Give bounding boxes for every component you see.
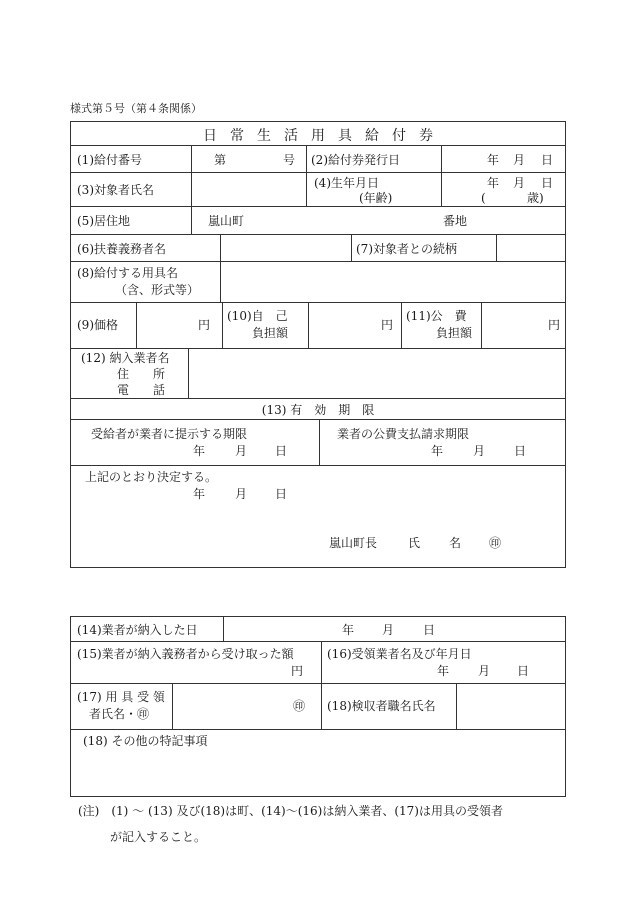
label-delivery-date: (14)業者が納入した日 (77, 623, 198, 637)
decision-day-unit: 日 (275, 487, 288, 501)
present-day-unit: 日 (275, 444, 288, 458)
receive-month-unit: 月 (478, 664, 491, 678)
mayor-seal-mark: ㊞ (489, 536, 502, 550)
label-price: (9)価格 (77, 318, 118, 332)
label-residence: (5)居住地 (77, 214, 130, 228)
label-issue-date: (2)給付券発行日 (311, 153, 400, 167)
delivery-day-unit: 日 (423, 623, 436, 637)
row-guardian (71, 235, 565, 262)
present-year-unit: 年 (193, 444, 206, 458)
row-received-amount (71, 642, 565, 684)
title-row (71, 122, 565, 146)
label-receiving-supplier: (16)受領業者名及び年月日 (327, 647, 472, 661)
label-voucher-number: (1)給付番号 (77, 153, 142, 167)
row-price (71, 303, 565, 349)
issue-day-unit: 日 (541, 153, 554, 167)
form-number: 様式第５号（第４条関係） (70, 102, 202, 115)
age-paren-open: ( (481, 191, 486, 205)
label-equipment-name: (8)給付する用具名 (77, 266, 178, 280)
footnote-line-1: (注) (1) 〜 (13) 及び(18)は町、(14)〜(16)は納入業者、(17)は用具の受領者 (78, 804, 503, 818)
row-recipient-signature (71, 684, 565, 730)
town-name: 嵐山町 (208, 214, 245, 228)
receive-year-unit: 年 (437, 664, 450, 678)
label-self-pay-sub: 負担額 (252, 326, 289, 340)
label-target-name: (3)対象者氏名 (77, 183, 154, 197)
label-supplier-phone: 電 話 (117, 383, 166, 397)
row-delivery-date (71, 617, 565, 642)
decision-month-unit: 月 (235, 487, 248, 501)
claim-month-unit: 月 (473, 444, 486, 458)
row-voucher-number (71, 146, 565, 173)
label-inspector: (18)検収者職名氏名 (327, 699, 436, 713)
public-pay-yen-unit: 円 (548, 318, 561, 332)
label-birth-date: (4)生年月日 (314, 176, 379, 190)
label-supplier-address: 住 所 (117, 367, 166, 381)
mayor-title: 嵐山町長 (329, 536, 378, 550)
decision-year-unit: 年 (193, 487, 206, 501)
issue-year-unit: 年 (487, 153, 500, 167)
label-received-amount: (15)業者が納入義務者から受け取った額 (77, 647, 294, 661)
price-yen-unit: 円 (198, 318, 211, 332)
birth-month-unit: 月 (513, 176, 526, 190)
row-equipment (71, 262, 565, 303)
name-mei: 名 (449, 536, 462, 550)
label-equipment-sub: （含、形式等） (115, 283, 200, 297)
label-relationship: (7)対象者との続柄 (356, 242, 457, 256)
row-residence (71, 207, 565, 235)
row-decision (71, 466, 565, 569)
row-validity-dates (71, 420, 565, 466)
present-month-unit: 月 (235, 444, 248, 458)
go-text: 号 (283, 153, 296, 167)
footnote-line-2: が記入すること。 (110, 830, 207, 844)
label-special-notes: (18) その他の特記事項 (83, 734, 208, 748)
label-supplier-name: (12) 納入業者名 (81, 351, 170, 365)
claim-year-unit: 年 (431, 444, 444, 458)
label-age: (年齢) (359, 191, 393, 205)
received-yen-unit: 円 (291, 664, 304, 678)
row-supplier (71, 349, 565, 399)
banchi-text: 番地 (443, 214, 468, 228)
delivery-year-unit: 年 (342, 623, 355, 637)
label-public-pay-sub: 負担額 (436, 326, 473, 340)
dai-text: 第 (214, 153, 227, 167)
row-special-notes (71, 730, 565, 798)
voucher-title: 日常生活用具給付券 (203, 128, 446, 144)
decision-statement: 上記のとおり決定する。 (85, 470, 218, 484)
claim-day-unit: 日 (514, 444, 527, 458)
self-pay-yen-unit: 円 (381, 318, 394, 332)
birth-day-unit: 日 (541, 176, 554, 190)
benefit-voucher-table (70, 121, 566, 568)
label-recipient-name-seal: 者氏名・㊞ (89, 707, 150, 721)
receive-day-unit: 日 (517, 664, 530, 678)
row-target-person (71, 173, 565, 207)
name-shi: 氏 (408, 536, 421, 550)
issue-month-unit: 月 (513, 153, 526, 167)
label-guardian-name: (6)扶養義務者名 (77, 242, 166, 256)
birth-year-unit: 年 (487, 176, 500, 190)
label-claim-deadline: 業者の公費支払請求期限 (337, 427, 470, 441)
supplier-record-table (70, 616, 566, 797)
label-present-deadline: 受給者が業者に提示する期限 (91, 427, 248, 441)
label-public-pay: (11)公 費 (406, 309, 467, 323)
label-self-pay: (10)自 己 (227, 309, 288, 323)
age-unit: 歳) (527, 191, 544, 205)
delivery-month-unit: 月 (382, 623, 395, 637)
label-equipment-recipient: (17) 用 具 受 領 (77, 690, 165, 704)
recipient-seal-mark: ㊞ (293, 699, 306, 713)
label-validity-period: (13) 有 効 期 限 (261, 403, 375, 417)
row-validity-header (71, 399, 565, 420)
